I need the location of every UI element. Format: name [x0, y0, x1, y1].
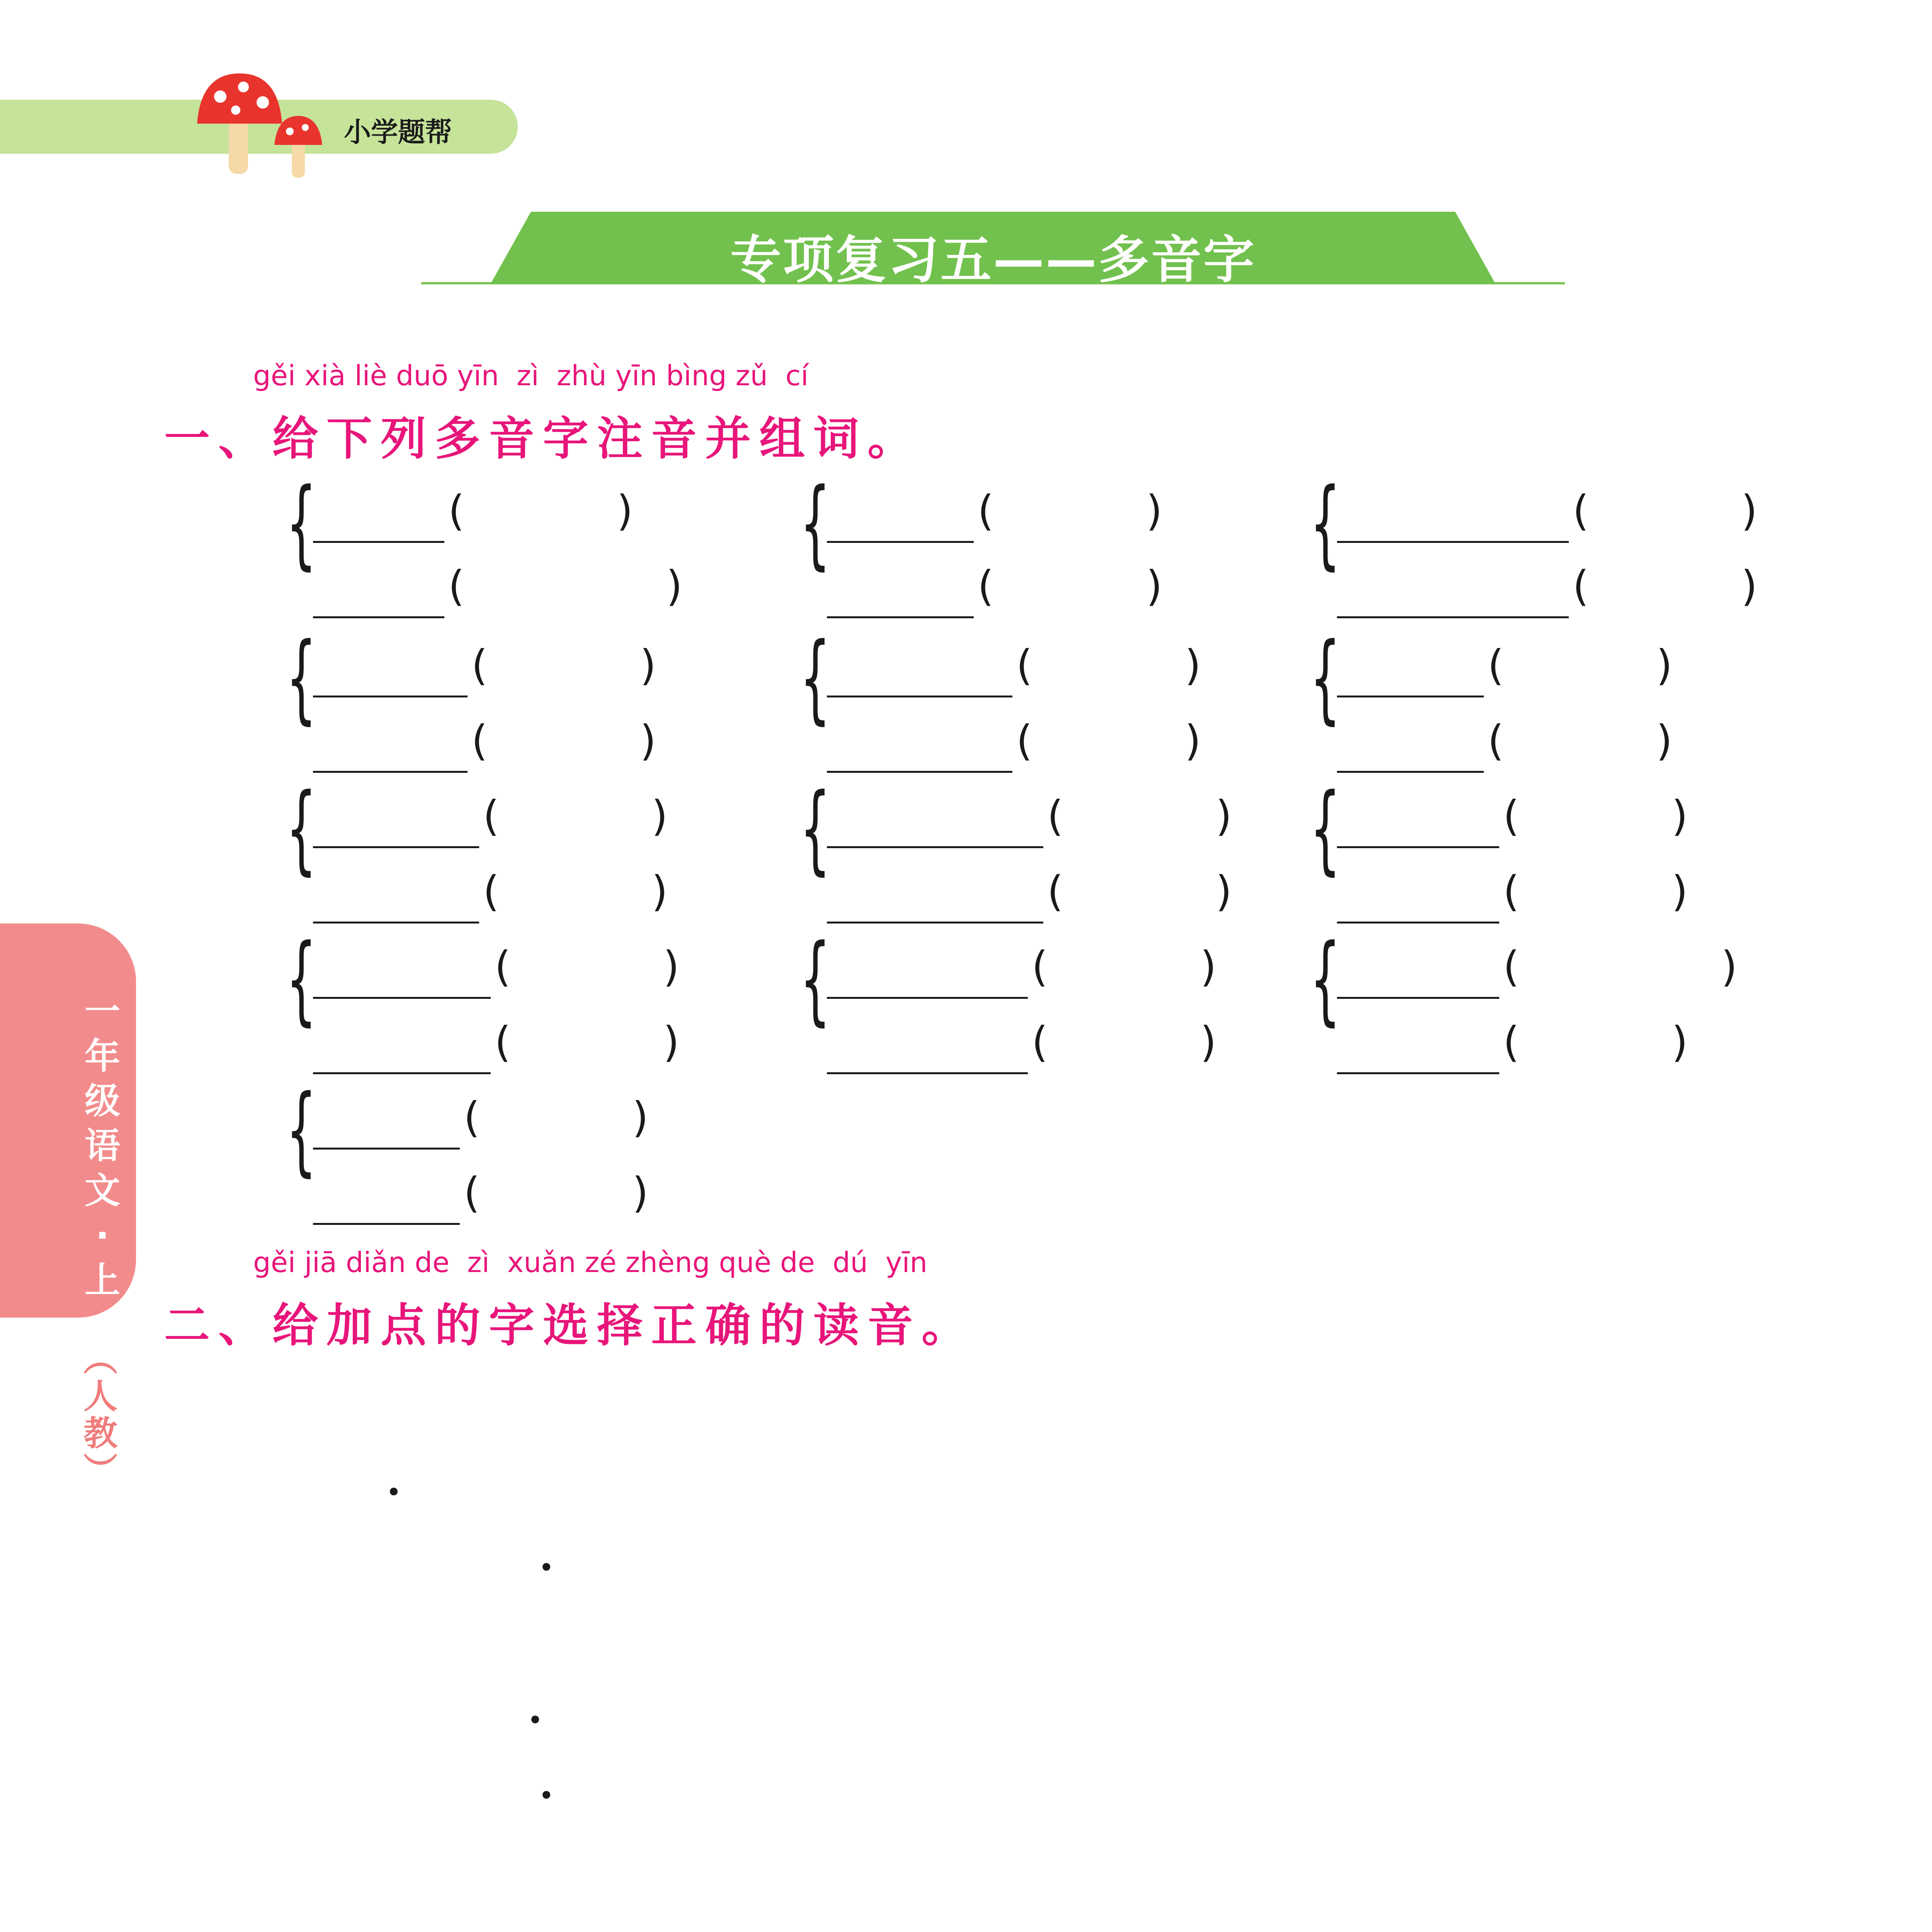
answer-blank	[827, 993, 1028, 999]
paren-close: )	[1185, 641, 1201, 690]
paren-open: (	[471, 641, 488, 690]
brace-icon: {	[1310, 923, 1341, 1036]
answer-blank	[313, 842, 479, 848]
paren-open: (	[1047, 867, 1064, 916]
answer-blank	[313, 1068, 491, 1074]
answer-blank	[827, 1068, 1028, 1074]
paren-close: )	[1672, 867, 1688, 916]
paren-close: )	[640, 641, 656, 690]
paren-close: )	[640, 717, 656, 765]
brace-icon: {	[800, 923, 831, 1036]
paren-close: )	[1741, 562, 1758, 611]
brace-icon: {	[286, 622, 317, 734]
paren-close: )	[1721, 943, 1738, 991]
answer-blank	[313, 767, 468, 773]
brace-icon: {	[286, 923, 317, 1036]
brace-icon: {	[800, 467, 831, 580]
paren-open: (	[1503, 1018, 1520, 1066]
paren-open: (	[1016, 641, 1033, 690]
paren-open: (	[1488, 717, 1504, 765]
brace-icon: {	[286, 772, 317, 885]
section1-heading: 一、给下列多音字注音并组词。	[164, 412, 922, 465]
answer-blank	[827, 918, 1043, 923]
answer-blank	[827, 767, 1012, 773]
paren-close: )	[1200, 943, 1217, 991]
answer-blank	[1337, 918, 1499, 923]
paren-close: )	[632, 1169, 649, 1217]
emphasis-dot	[543, 1791, 550, 1799]
brace-icon: {	[800, 622, 831, 734]
brace-icon: {	[800, 772, 831, 885]
answer-blank	[1337, 842, 1499, 848]
paren-close: )	[666, 562, 683, 611]
paren-close: )	[1672, 1018, 1688, 1066]
paren-open: (	[1503, 792, 1520, 840]
paren-open: (	[978, 562, 994, 611]
brace-icon: {	[1310, 772, 1341, 885]
paren-open: (	[1573, 562, 1589, 611]
side-tab-edition: ︵ 人 教 ︶	[83, 1339, 117, 1490]
section1-pinyin: gěi xià liè duō yīn zì zhù yīn bìng zǔ cí	[253, 359, 809, 392]
brand-label: 小学题帮	[344, 116, 452, 148]
paren-close: )	[1672, 792, 1688, 840]
paren-close: )	[651, 867, 668, 916]
mushroom-logo-icon	[193, 66, 340, 182]
paren-open: (	[1016, 717, 1033, 765]
answer-blank	[313, 918, 479, 923]
paren-open: (	[448, 562, 465, 611]
paren-close: )	[663, 943, 680, 991]
paren-close: )	[651, 792, 668, 840]
paren-open: (	[1488, 641, 1504, 690]
paren-close: )	[1216, 792, 1232, 840]
answer-blank	[1337, 537, 1569, 543]
paren-close: )	[1741, 487, 1758, 535]
paren-open: (	[483, 867, 500, 916]
answer-blank	[1337, 1068, 1499, 1074]
emphasis-dot	[543, 1563, 550, 1571]
paren-open: (	[1032, 943, 1048, 991]
paren-open: (	[1032, 1018, 1048, 1066]
answer-blank	[1337, 612, 1569, 618]
paren-open: (	[495, 1018, 511, 1066]
emphasis-dot	[531, 1716, 539, 1723]
section2-heading: 二、给加点的字选择正确的读音。	[164, 1299, 976, 1352]
section2-pinyin: gěi jiā diǎn de zì xuǎn zé zhèng què de dú yīn	[253, 1246, 928, 1279]
paren-open: (	[495, 943, 511, 991]
page-title: 专项复习五——多音字	[730, 230, 1256, 290]
answer-blank	[313, 537, 444, 543]
answer-blank	[313, 1144, 460, 1150]
paren-close: )	[1200, 1018, 1217, 1066]
paren-open: (	[1573, 487, 1589, 535]
paren-close: )	[1656, 641, 1673, 690]
paren-close: )	[617, 487, 633, 535]
paren-close: )	[1656, 717, 1673, 765]
emphasis-dot	[390, 1488, 398, 1495]
paren-close: )	[1146, 562, 1163, 611]
paren-open: (	[483, 792, 500, 840]
answer-blank	[827, 842, 1043, 848]
brace-icon: {	[1310, 622, 1341, 734]
answer-blank	[827, 692, 1012, 697]
side-tab-grade: 一 年 级 语 文 · 上	[84, 991, 120, 1301]
answer-blank	[1337, 993, 1499, 999]
answer-blank	[1337, 767, 1484, 773]
answer-blank	[1337, 692, 1484, 697]
answer-blank	[827, 612, 974, 618]
brace-icon: {	[1310, 467, 1341, 580]
paren-open: (	[1047, 792, 1064, 840]
answer-blank	[313, 993, 491, 999]
paren-open: (	[448, 487, 465, 535]
answer-blank	[313, 612, 444, 618]
paren-open: (	[471, 717, 488, 765]
paren-open: (	[1503, 943, 1520, 991]
answer-blank	[313, 1219, 460, 1225]
paren-close: )	[632, 1094, 649, 1142]
brace-icon: {	[286, 467, 317, 580]
answer-blank	[827, 537, 974, 543]
paren-close: )	[1185, 717, 1201, 765]
paren-open: (	[978, 487, 994, 535]
paren-close: )	[1216, 867, 1232, 916]
paren-open: (	[464, 1169, 480, 1217]
paren-close: )	[663, 1018, 680, 1066]
paren-open: (	[464, 1094, 480, 1142]
brace-icon: {	[286, 1074, 317, 1186]
paren-open: (	[1503, 867, 1520, 916]
answer-blank	[313, 692, 468, 697]
paren-close: )	[1146, 487, 1163, 535]
